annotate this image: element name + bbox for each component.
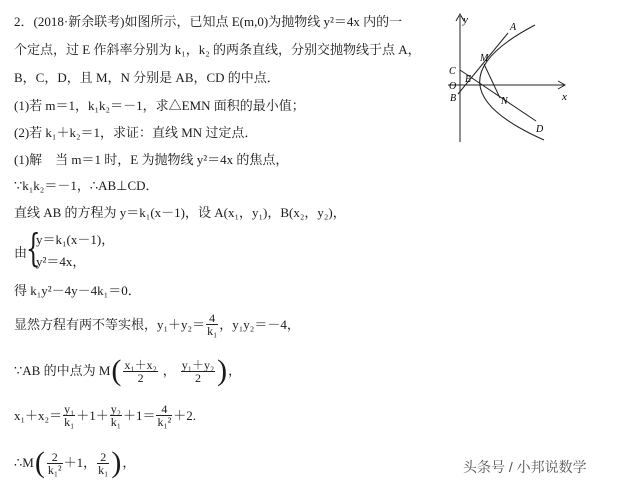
- problem-line-1: 2．(2018·新余联考)如图所示，已知点 E(m,0)为抛物线 y²＝4x 内的一: [14, 14, 403, 29]
- point-e-label: E: [465, 74, 472, 85]
- watermark: 头条号 / 小邦说数学: [463, 459, 587, 475]
- x-sum-text: x₁＋x₂＝: [14, 407, 63, 423]
- system-brace: {: [26, 226, 41, 270]
- midpoint-text: ∵AB 的中点为 M: [14, 363, 111, 378]
- left-paren: (: [111, 354, 122, 387]
- left-paren-2: (: [34, 446, 45, 479]
- system-eq-2: y²＝4x，: [36, 254, 86, 269]
- point-n-label: N: [501, 96, 508, 107]
- therefore-m-text: ∴M: [14, 455, 34, 470]
- parabola-figure: [440, 8, 630, 148]
- solution-line-6: [14, 312, 300, 337]
- plus-one-equals-text: ＋1＝: [122, 407, 156, 423]
- plus-one-comma-text: ＋1，: [63, 455, 97, 470]
- system-eq-1: y＝k₁(x－1)，: [36, 232, 115, 247]
- solution-line-5: 得 k₁y²－4y－4k₁＝0．: [14, 283, 141, 298]
- right-paren: ): [217, 354, 228, 387]
- fraction-2-over-k1: $\frac{2}{\text{k₁}}$: [98, 449, 109, 477]
- question-1: (1)若 m＝1，k₁k₂＝－1，求△EMN 面积的最小值；: [14, 98, 305, 113]
- x-axis-label: x: [562, 91, 567, 103]
- fraction-4-over-k1sq: $\frac{4}{\text{k₁²}}$: [157, 402, 172, 429]
- solution-line-1: (1)解 当 m＝1 时，E 为抛物线 y²＝4x 的焦点，: [14, 152, 289, 167]
- right-paren-2: ): [111, 446, 122, 479]
- point-m-label: M: [480, 53, 489, 64]
- roots-sum-text: 显然方程有两不等实根，y₁＋y₂＝: [14, 316, 206, 332]
- solution-line-7: ∵AB 的中点为 M ( $\frac{\text{x₁＋x₂}}{2}$ ， $\frac{\text{y₁＋y₂}}{2}$ ) ，: [14, 354, 242, 387]
- fraction-2-over-k1sq: $\frac{2}{\text{k₁²}}$: [47, 449, 62, 477]
- y-axis-label: y: [463, 14, 468, 26]
- point-b-label: B: [450, 93, 457, 104]
- point-o-label: O: [449, 81, 457, 92]
- fraction-y1-over-k1: $\frac{\text{y₁}}{\text{k₁}}$: [64, 402, 75, 429]
- question-2: (2)若 k₁＋k₂＝1，求证：直线 MN 过定点．: [14, 125, 258, 140]
- plus-two-text: ＋2.: [173, 407, 197, 423]
- problem-line-2: 个定点，过 E 作斜率分别为 k₁，k₂ 的两条直线，分别交抛物线于点 A，: [14, 42, 421, 57]
- solution-line-2: ∵k₁k₂＝－1，∴AB⊥CD．: [14, 178, 159, 193]
- system-prefix: 由: [14, 245, 28, 260]
- solution-line-3: 直线 AB 的方程为 y＝k₁(x－1)，设 A(x₁，y₁)，B(x₂，y₂)，: [14, 205, 346, 220]
- point-d-label: D: [536, 124, 544, 135]
- parabola-curve: [480, 25, 544, 140]
- point-a-label: A: [510, 22, 517, 33]
- point-c-label: C: [449, 66, 456, 77]
- fraction-x-mid: $\frac{\text{x₁＋x₂}}{2}$: [124, 357, 157, 385]
- roots-product-text: ，y₁y₂＝－4，: [219, 316, 300, 332]
- problem-line-3: B，C，D，且 M，N 分别是 AB，CD 的中点．: [14, 70, 280, 85]
- segment-mn: [484, 64, 500, 98]
- fraction-y-mid: $\frac{\text{y₁＋y₂}}{2}$: [181, 357, 215, 385]
- fraction-4-over-k1: $\frac{4}{\text{k₁}}$: [207, 311, 218, 338]
- solution-line-9: ∴M ( $\frac{2}{\text{k₁²}}$ ＋1， $\frac{2}{\text{k₁}}$ ) ，: [14, 446, 136, 479]
- plus-one-text: ＋1＋: [76, 407, 109, 423]
- fraction-y2-over-k1: $\frac{\text{y₂}}{\text{k₁}}$: [110, 402, 121, 429]
- solution-line-8: [14, 403, 196, 428]
